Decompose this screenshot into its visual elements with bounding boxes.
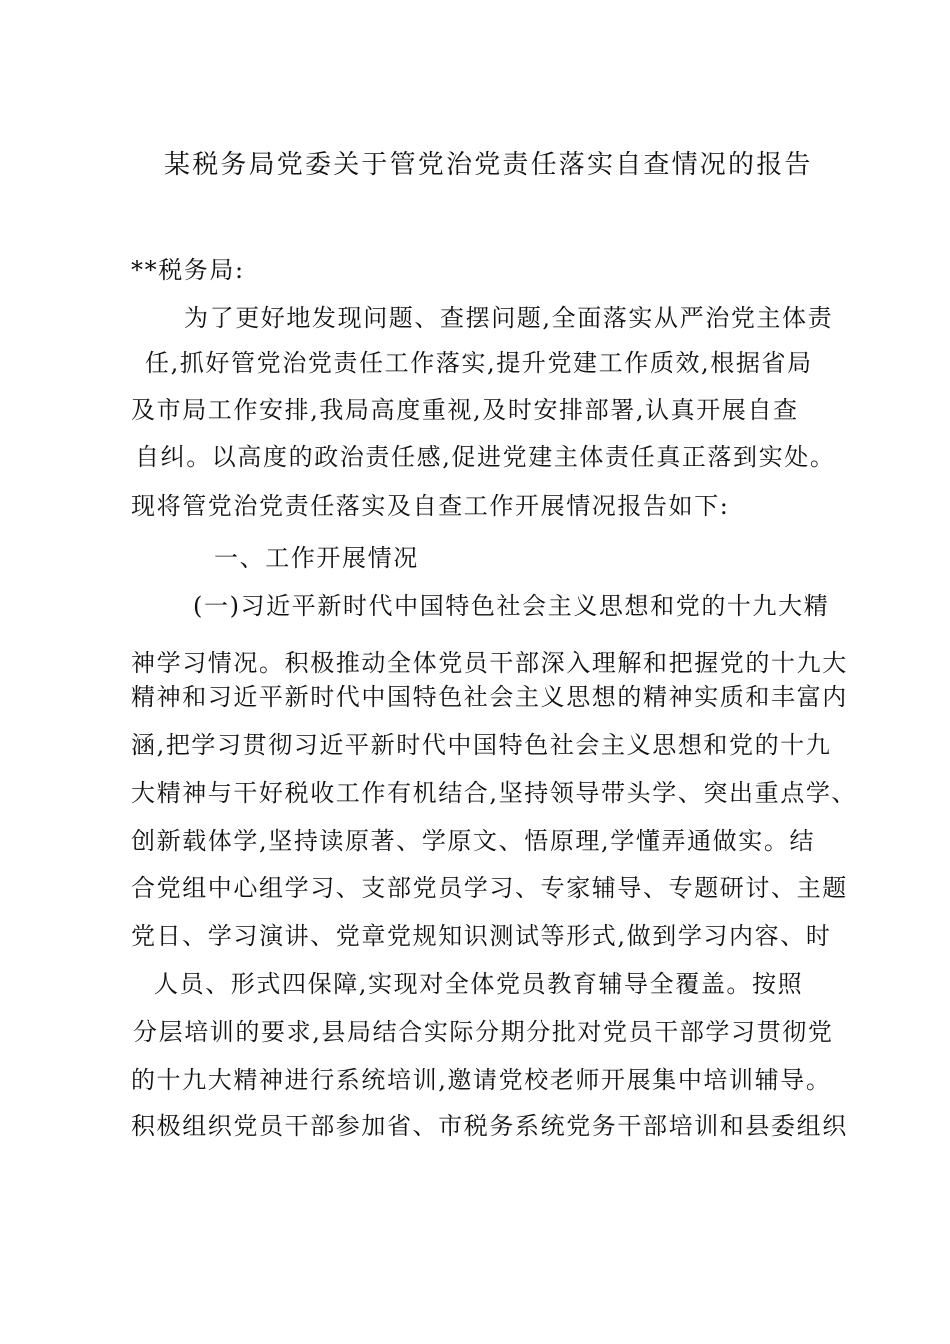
document-title: 某税务局党委关于管党治党责任落实自查情况的报告 bbox=[164, 150, 813, 180]
body-line-12: 创新载体学,坚持读原著、学原文、悟原理,学懂弄通做实。结 bbox=[131, 827, 816, 855]
body-line-18: 积极组织党员干部参加省、市税务系统党务干部培训和县委组织 bbox=[131, 1112, 848, 1140]
body-line-2: 任,抓好管党治党责任工作落实,提升党建工作质效,根据省局 bbox=[145, 349, 813, 377]
body-line-14: 党日、学习演讲、党章党规知识测试等形式,做到学习内容、时 bbox=[131, 922, 832, 950]
body-line-3: 及市局工作安排,我局高度重视,及时安排部署,认真开展自查 bbox=[131, 396, 799, 424]
body-line-4: 自纠。以高度的政治责任感,促进党建主体责任真正落到实处。 bbox=[135, 443, 836, 471]
section-heading: 一、工作开展情况 bbox=[214, 544, 419, 572]
body-line-8: 神学习情况。积极推动全体党员干部深入理解和把握党的十九大 bbox=[131, 649, 848, 677]
body-line-5: 现将管党治党责任落实及自查工作开展情况报告如下: bbox=[131, 492, 730, 520]
body-line-11: 大精神与干好税收工作有机结合,坚持领导带头学、突出重点学、 bbox=[131, 779, 858, 807]
subsection-heading: (一)习近平新时代中国特色社会主义思想和党的十九大精 bbox=[193, 592, 830, 620]
body-line-17: 的十九大精神进行系统培训,邀请党校老师开展集中培训辅导。 bbox=[131, 1066, 832, 1094]
recipient-line: **税务局: bbox=[131, 256, 245, 284]
body-line-1: 为了更好地发现问题、查摆问题,全面落实从严治党主体责 bbox=[184, 304, 834, 332]
body-line-10: 涵,把学习贯彻习近平新时代中国特色社会主义思想和党的十九 bbox=[131, 731, 832, 759]
body-line-15: 人员、形式四保障,实现对全体党员教育辅导全覆盖。按照 bbox=[154, 970, 804, 998]
body-line-16: 分层培训的要求,县局结合实际分期分批对党员干部学习贯彻党 bbox=[133, 1018, 834, 1046]
body-line-13: 合党组中心组学习、支部党员学习、专家辅导、专题研讨、主题 bbox=[131, 874, 848, 902]
body-line-9: 精神和习近平新时代中国特色社会主义思想的精神实质和丰富内 bbox=[131, 683, 848, 711]
